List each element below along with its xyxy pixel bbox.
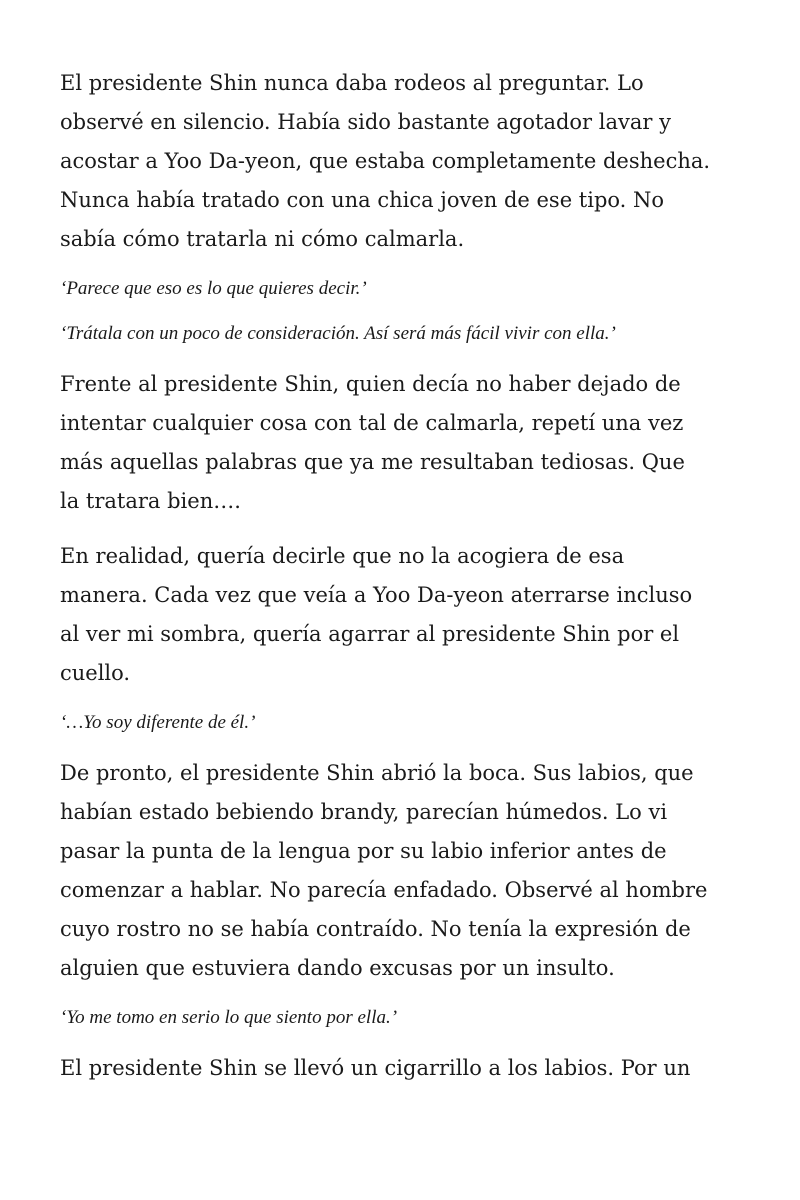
dialogue-1: ‘Parece que eso es lo que quieres decir.’ [60,278,367,299]
document-page [60,64,750,1104]
paragraph-5: El presidente Shin se llevó un cigarrillo a los labios. Por un [60,1056,691,1080]
dialogue-2: ‘Trátala con un poco de consideración. Así será más fácil vivir con ella.’ [60,323,616,344]
paragraph-1: El presidente Shin nunca daba rodeos al preguntar. Lo observé en silencio. Había sido bastante agotador lavar y acostar a Yoo Da-yeon, que estaba completamente deshecha. Nunca había tratado con una chica joven de ese tipo. No sabía cómo tratarla ni cómo calmarla. [60,71,711,251]
paragraph-3: En realidad, quería decirle que no la acogiera de esa manera. Cada vez que veía a Yoo Da-yeon aterrarse incluso al ver mi sombra, quería agarrar al presidente Shin por el cuello. [60,544,693,685]
paragraph-4: De pronto, el presidente Shin abrió la boca. Sus labios, que habían estado bebiendo brandy, parecían húmedos. Lo vi pasar la punta de la lengua por su labio inferior antes de comenzar a hablar. No parecía enfadado. Observé al hombre cuyo rostro no se había contraído. No tenía la expresión de alguien que estuviera dando excusas por un insulto. [60,761,708,980]
dialogue-4: ‘Yo me tomo en serio lo que siento por ella.’ [60,1007,398,1028]
paragraph-2: Frente al presidente Shin, quien decía no haber dejado de intentar cualquier cosa con tal de calmarla, repetí una vez más aquellas palabras que ya me resultaban tediosas. Que la tratara bien…. [60,372,685,513]
dialogue-3: ‘…Yo soy diferente de él.’ [60,712,256,733]
